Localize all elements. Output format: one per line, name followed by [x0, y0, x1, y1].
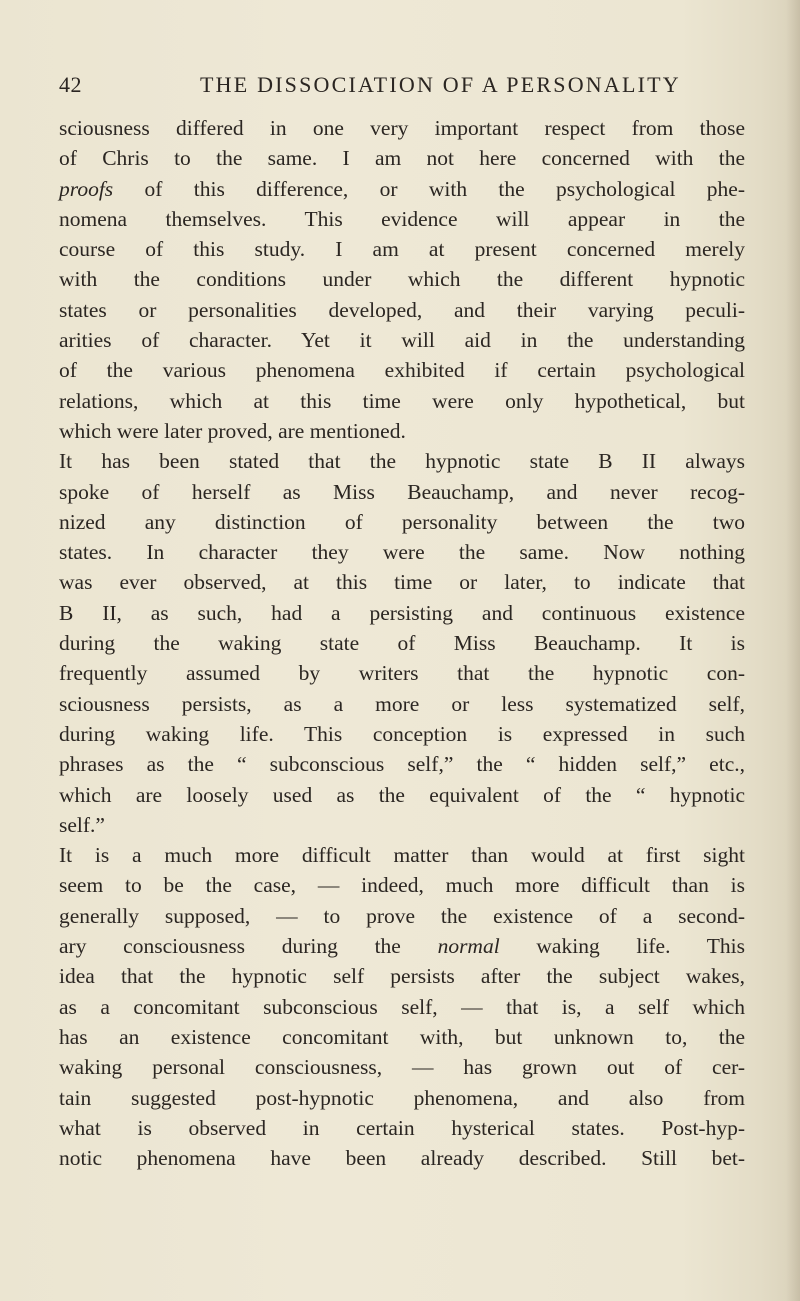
text-line: sciousness differed in one very important respect from those — [59, 116, 745, 140]
text-line: what is observed in certain hysterical states. Post-hyp- — [59, 1115, 745, 1140]
text-line: seem to be the case, — indeed, much more difficult than is — [59, 873, 745, 898]
body-text — [59, 113, 745, 1173]
text-line: as a concomitant subconscious self, — that is, a self which — [59, 994, 745, 1019]
running-title: THE DISSOCIATION OF A PERSONALITY — [200, 72, 681, 97]
text-line: states. In character they were the same. Now nothing — [59, 540, 745, 565]
text-line: idea that the hypnotic self persists after the subject wakes, — [59, 964, 745, 989]
text-line: relations, which at this time were only hypothetical, but — [59, 388, 745, 413]
page-header — [59, 72, 749, 106]
text-line: which were later proved, are mentioned. — [59, 418, 406, 443]
page-number: 42 — [59, 72, 82, 97]
text-line: It is a much more difficult matter than would at first sight — [59, 843, 745, 868]
text-line: spoke of herself as Miss Beauchamp, and never recog- — [59, 479, 745, 504]
text-line: frequently assumed by writers that the hypnotic con- — [59, 661, 745, 686]
text-line: during waking life. This conception is expressed in such — [59, 721, 745, 746]
text-line: proofs of this difference, or with the psychological phe- — [59, 176, 745, 201]
text-line: was ever observed, at this time or later, to indicate that — [59, 570, 745, 595]
text-line: ary consciousness during the normal waking life. This — [59, 934, 746, 959]
text-line: sciousness persists, as a more or less systematized self, — [59, 691, 745, 716]
text-line: nized any distinction of personality between the two — [59, 509, 745, 534]
text-line: which are loosely used as the equivalent of the “ hypnotic — [59, 782, 745, 807]
text-line: generally supposed, — to prove the existence of a second- — [59, 903, 745, 928]
text-line: nomena themselves. This evidence will appear in the — [59, 206, 745, 231]
text-line: during the waking state of Miss Beauchamp. It is — [59, 631, 745, 656]
text-line: of Chris to the same. I am not here concerned with the — [59, 146, 745, 171]
text-line: course of this study. I am at present concerned merely — [59, 237, 745, 262]
text-line: with the conditions under which the different hypnotic — [59, 267, 745, 292]
text-line: waking personal consciousness, — has grown out of cer- — [59, 1055, 745, 1080]
text-line: of the various phenomena exhibited if certain psychological — [59, 358, 745, 383]
text-line: It has been stated that the hypnotic state B II always — [59, 449, 745, 474]
text-line: phrases as the “ subconscious self,” the “ hidden self,” etc., — [59, 752, 745, 777]
text-line: tain suggested post-hypnotic phenomena, and also from — [59, 1085, 745, 1110]
text-line: has an existence concomitant with, but unknown to, the — [59, 1024, 745, 1049]
text-line: self.” — [59, 812, 105, 837]
page-edge-shadow — [786, 0, 800, 1301]
text-line: arities of character. Yet it will aid in the understanding — [59, 328, 745, 353]
text-line: notic phenomena have been already described. Still bet- — [59, 1146, 745, 1171]
text-line: states or personalities developed, and their varying peculi- — [59, 297, 745, 322]
text-line: B II, as such, had a persisting and continuous existence — [59, 600, 745, 625]
